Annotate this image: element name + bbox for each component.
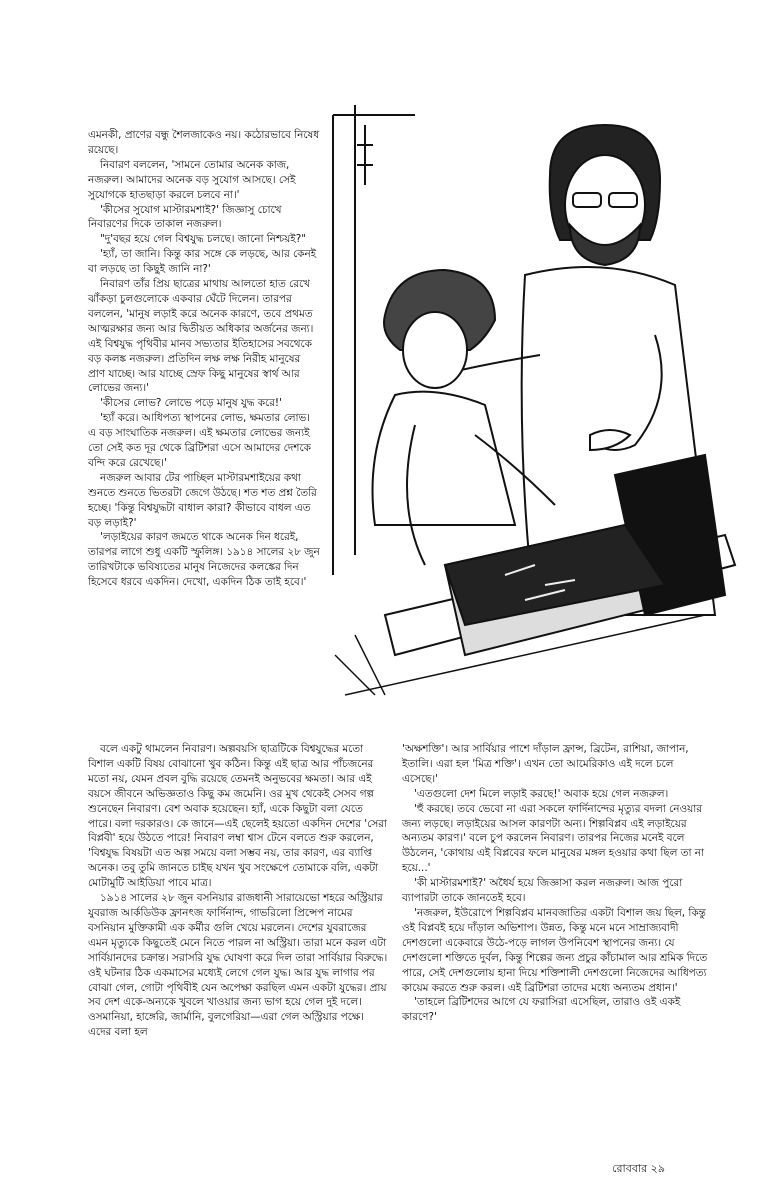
paragraph: নিবারণ বললেন, 'সামনে তোমার অনেক কাজ, নজরুল। আমাদের অনেক বড় সুযোগ আসছে। সেই সুযোগকে হাতছাড়া করলে চলবে না।' <box>88 158 296 201</box>
paragraph: ১৯১৪ সালের ২৮ জুন বসনিয়ার রাজধানী সারায়েভো শহরে অস্ট্রিয়ার যুবরাজ আর্কডিউক ফ্রানৎজ ফার্দিনান্দ, গাভরিলো প্রিন্সেপ নামের বসনিয়ান মুক্তিকামী এক কর্মীর গুলি খেয়ে মরলেন। দেশের যুবরাজের এমন মৃত্যুকে কিছুতেই মেনে নিতে পারল না অস্ট্রিয়া। তারা মনে করল এটা সার্বিয়ানদের চক্রান্ত। সরাসরি যুদ্ধ ঘোষণা করে দিল তারা সার্বিয়ার বিরুদ্ধে। ওই ঘটনার ঠিক একমাসের মধ্যেই লেগে গেল যুদ্ধ। আর যুদ্ধ লাগার পর বোঝা গেল, গোটা পৃথিবীই যেন অপেক্ষা করছিল এমন একটা যুদ্ধের। প্রায় সব দেশ একে-অন্যকে খুবলে খাওয়ার জন্য ভাগ হয়ে গেল দুই দলে। ওসমানিয়া, হাঙ্গেরি, জার্মানি, বুলগেরিয়া—এরা গেল অস্ট্রিয়ার পক্ষে। এদের বলা হল <box>88 892 388 1039</box>
paragraph: 'লড়াইয়ের কারণ জমতে থাকে অনেক দিন ধরেই, তারপর লাগে শুধু একটি স্ফুলিঙ্গ। ১৯১৪ সালের ২৮ জুন তারিখটাকে ভবিষ্যতের মানুষ নিজেদের কলঙ্কের দিন হিসেবে ধরবে একদিন। দেখো, একদিন ঠিক তাই হবে।' <box>88 531 320 589</box>
paragraph: নজরুল আবার টের পাচ্ছিল মাস্টারমশাইয়ের কথা শুনতে শুনতে ভিতরটা জেগে উঠছে। শত শত প্রশ্ন তৈরি হচ্ছে। 'কিন্তু বিশ্বযুদ্ধটা বাধাল কারা? কীভাবে বাধল এত বড় লড়াই?' <box>88 471 317 529</box>
paragraph: 'কীসের সুযোগ মাস্টারমশাই?' জিজ্ঞাসু চোখে নিবারণের দিকে তাকাল নজরুল। <box>88 203 282 231</box>
paragraph: 'এতগুলো দেশ মিলে লড়াই করছে!' অবাক হয়ে গেল নজরুল। <box>414 787 669 800</box>
paragraph: 'কী মাস্টারমশাই?' অধৈর্য হয়ে জিজ্ঞাসা করল নজরুল। আজ পুরো ব্যাপারটা তাকে জানতেই হবে। <box>402 877 683 905</box>
paragraph: 'হুঁ করছে। তবে ভেবো না এরা সকলে ফার্দিনান্দের মৃত্যুর বদলা নেওয়ার জন্য লড়ছে। লড়াইয়ের আসল কারণটা অন্য। শিল্পবিপ্লব এই লড়াইয়ের অন্যতম কারণ।' বলে চুপ করলেন নিবারণ। তারপর নিজের মনেই বলে উঠলেন, 'কোথায় এই বিপ্লবের ফলে মানুষের মঙ্গল হওয়ার কথা ছিল তা না হয়ে...' <box>402 802 704 875</box>
paragraph: 'অক্ষশক্তি'। আর সার্বিয়ার পাশে দাঁড়াল ফ্রান্স, ব্রিটেন, রাশিয়া, জাপান, ইতালি। এরা হল 'মিত্র শক্তি'। এখন তো আমেরিকাও এই দলে চলে এসেছে।' <box>402 743 689 785</box>
paragraph: এমনকী, প্রাণের বন্ধু শৈলজাকেও নয়। কঠোরভাবে নিষেধ রয়েছে। <box>88 129 320 156</box>
illustration-teacher-student-suitcase <box>325 95 745 720</box>
page-folio: রোববার ২৯ <box>612 1162 665 1175</box>
bottom-left-column <box>88 742 388 1040</box>
paragraph: 'হ্যাঁ, তা জানি। কিন্তু কার সঙ্গে কে লড়ছে, আর কেনই বা লড়ছে তা কিছুই জানি না?' <box>88 248 317 276</box>
paragraph: 'তাহলে ব্রিটিশদের আগে যে ফরাসিরা এসেছিল, তারাও ওই একই কারণে?' <box>402 996 681 1024</box>
paragraph: 'নজরুল, ইউরোপে শিল্পবিপ্লব মানবজাতির একটা বিশাল জয় ছিল, কিন্তু ওই বিপ্লবই হয়ে দাঁড়াল অভিশাপ। উন্নত, কিন্তু মনে মনে সাম্রাজ্যবাদী দেশগুলো একেবারে উঠে-পড়ে লাগল উপনিবেশ স্থাপনের জন্য। যে দেশগুলো শক্তিতে দুর্বল, কিন্তু শিল্পের জন্য প্রচুর কাঁচামাল আর শ্রমিক দিতে পারে, সেই দেশগুলোয় হানা দিয়ে শক্তিশালী দেশগুলো নিজেদের আধিপত্য কায়েম করতে শুরু করল। এই ব্রিটিশরা তাদের মধ্যে অন্যতম প্রধান।' <box>402 906 708 994</box>
paragraph: 'হ্যাঁ করে। আধিপত্য স্থাপনের লোভ, ক্ষমতার লোভ। এ বড় সাংঘাতিক নজরুল। এই ক্ষমতার লোভের জন্যই তো সেই কত দূর থেকে ব্রিটিশরা এসে আমাদের দেশকে বন্দি করে রেখেছে।' <box>88 412 311 469</box>
bottom-right-column <box>402 742 712 1025</box>
top-left-column <box>88 128 320 590</box>
paragraph: 'কীসের লোভ? লোভে পড়ে মানুষ যুদ্ধ করে!' <box>100 397 282 410</box>
paragraph: বলে একটু থামলেন নিবারণ। অল্পবয়সি ছাত্রটিকে বিশ্বযুদ্ধের মতো বিশাল একটি বিষয় বোঝানো খুব কঠিন। কিন্তু এই ছাত্র আর পাঁচজনের মতো নয়, যেমন প্রবল বুদ্ধি রয়েছে তেমনই অনুভবের ক্ষমতা। আর এই বয়সে জীবনে অভিজ্ঞতাও কিছু কম জমেনি। ওর মুখ থেকেই সেসব গল্প শুনেছেন নিবারণ। বেশ অবাক হয়েছেন। হ্যাঁ, একে কিছুটা বলা যেতে পারে। বলা দরকারও। কে জানে—এই ছেলেই হয়তো একদিন দেশের 'সেরা বিপ্লবী' হয়ে উঠতে পারে! নিবারণ লম্বা শ্বাস টেনে বলতে শুরু করলেন, 'বিশ্বযুদ্ধ বিষয়টা এত অল্প সময়ে বলা সম্ভব নয়, তার কারণ, এর ব্যাপ্তি অনেক। তবু তুমি জানতে চাইছ যখন খুব সংক্ষেপে তোমাকে বলি, একটা মোটামুটি আইডিয়া পাবে মাত্র। <box>88 743 387 890</box>
paragraph: নিবারণ তাঁর প্রিয় ছাত্রের মাথায় আলতো হাত রেখে ঝাঁকড়া চুলগুলোকে একবার ঘেঁটে দিলেন। তারপর বললেন, 'মানুষ লড়াই করে অনেক কারণে, তবে প্রথমত আত্মরক্ষার জন্য আর দ্বিতীয়ত অধিকার অর্জনের জন্য। এই বিশ্বযুদ্ধ পৃথিবীর মানব সভ্যতার ইতিহাসের সবথেকে বড় কলঙ্ক নজরুল। প্রতিদিন লক্ষ লক্ষ নিরীহ মানুষের প্রাণ যাচ্ছে। আর যাচ্ছে স্রেফ কিছু মানুষের স্বার্থ আর লোভের জন্য।' <box>88 278 314 395</box>
paragraph: "দু'বছর হয়ে গেল বিশ্বযুদ্ধ চলছে। জানো নিশ্চয়ই?" <box>100 233 306 246</box>
